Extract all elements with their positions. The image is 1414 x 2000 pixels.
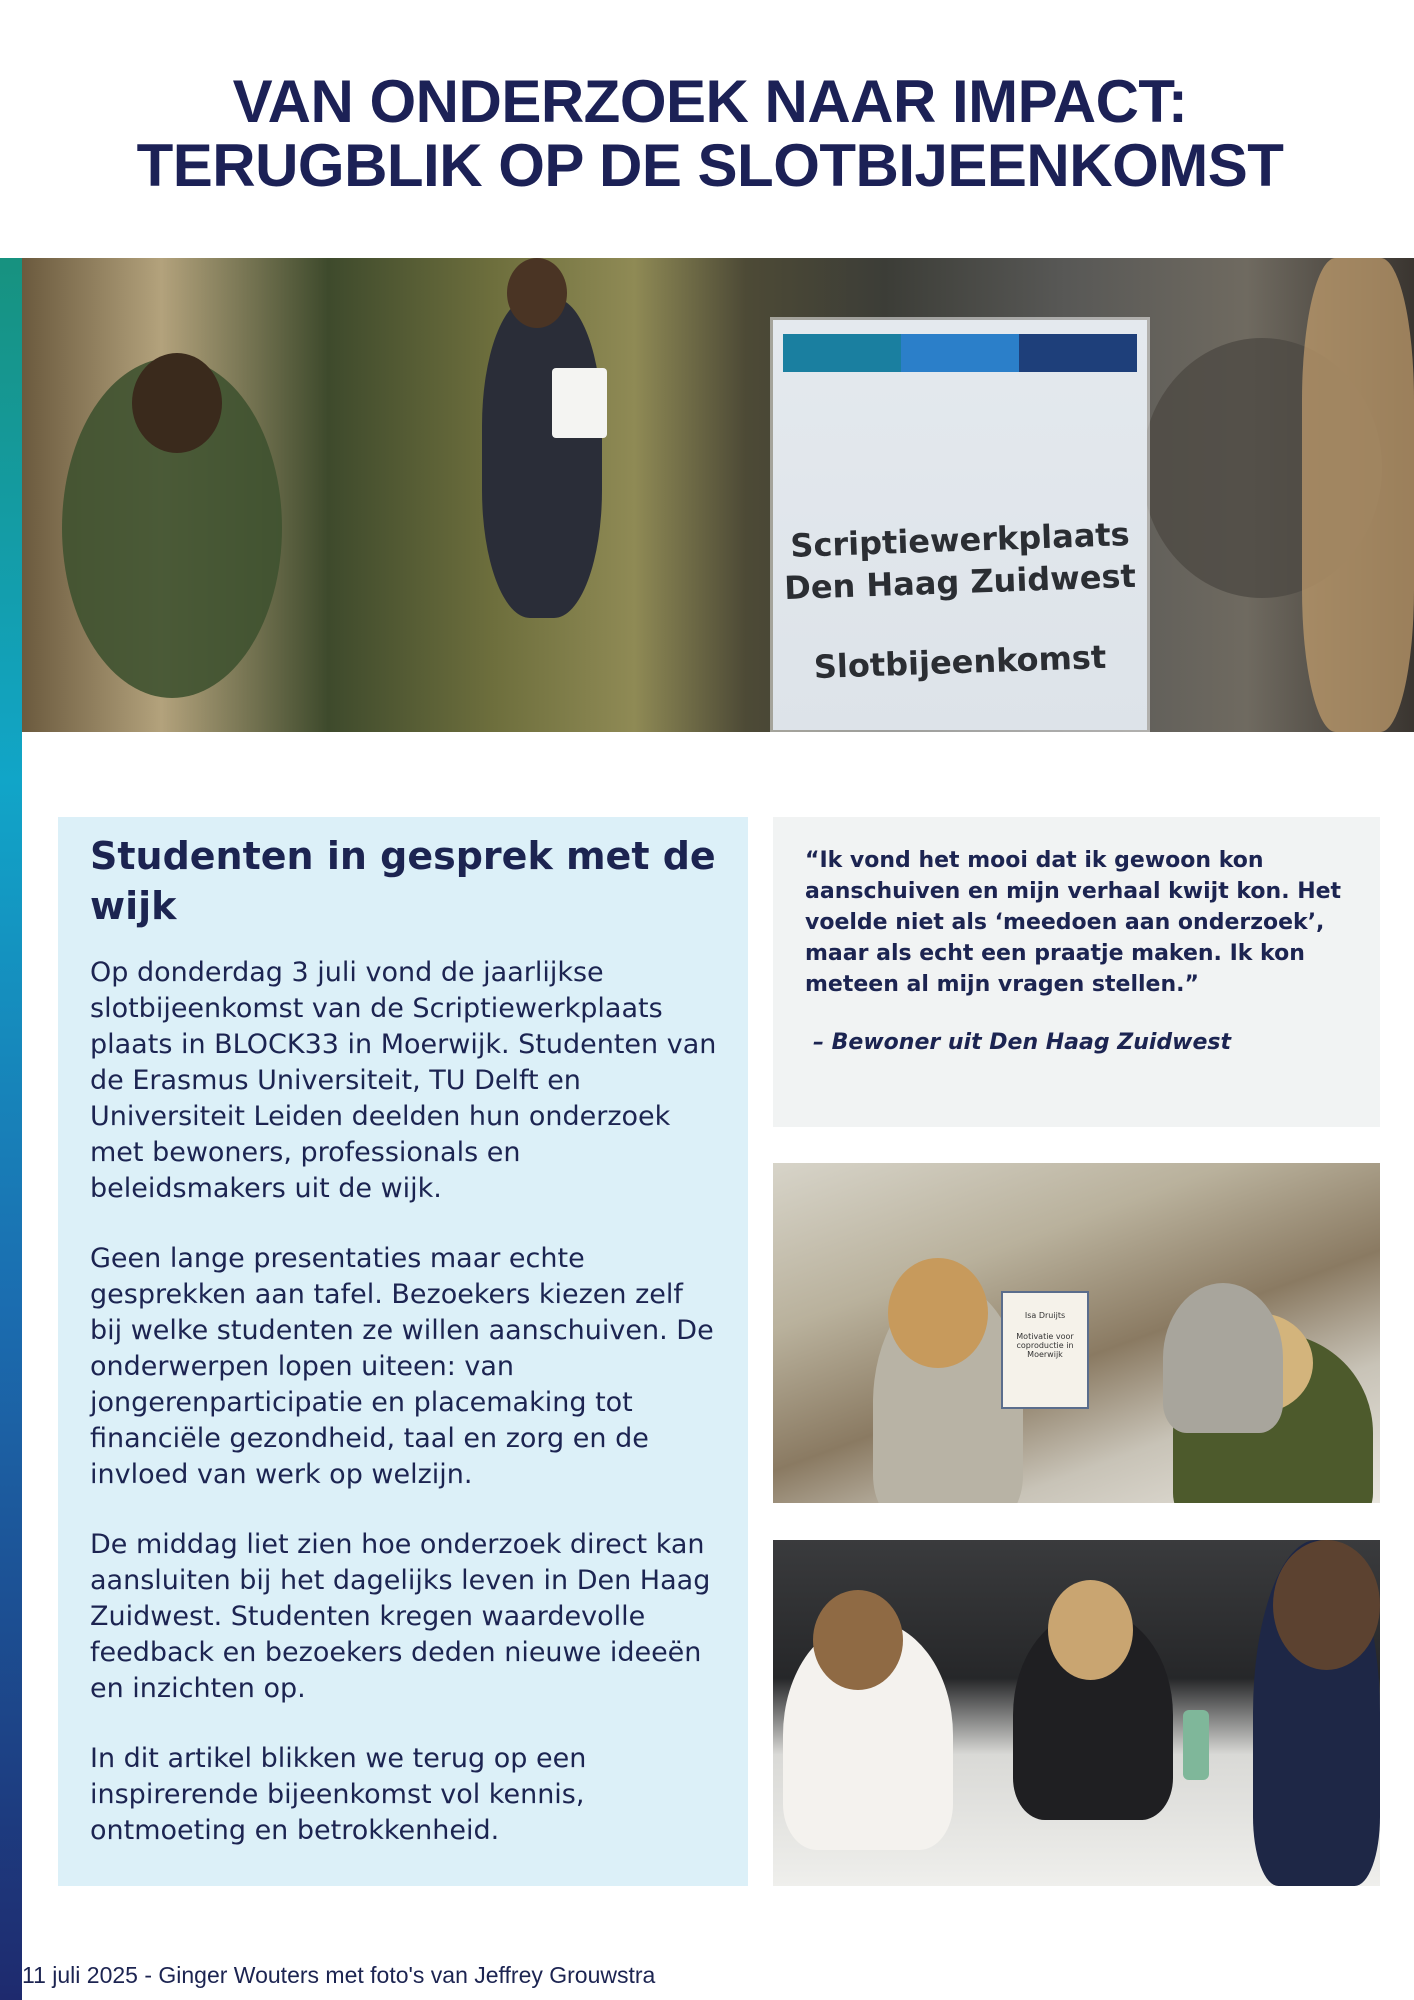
quote-attribution: – Bewoner uit Den Haag Zuidwest bbox=[813, 1030, 1232, 1055]
photo-woman-background bbox=[1163, 1283, 1283, 1433]
photo-head-left bbox=[813, 1590, 903, 1690]
sign-line-2: Den Haag Zuidwest bbox=[783, 556, 1137, 608]
photo-curly-hair bbox=[888, 1258, 988, 1368]
title-line-2: TERUGBLIK OP DE SLOTBIJEENKOMST bbox=[136, 132, 1284, 199]
photo-table-conversation bbox=[773, 1163, 1380, 1503]
event-sign bbox=[773, 320, 1147, 730]
sign-stripes bbox=[783, 334, 1137, 372]
name-card-name: Isa Druijts bbox=[1024, 1311, 1066, 1320]
title-line-1: VAN ONDERZOEK NAAR IMPACT: bbox=[232, 68, 1188, 135]
article-paragraph-1: Op donderdag 3 juli vond de jaarlijkse slotbijeenkomst van de Scriptiewerkplaats plaats in BLOCK33 in Moerwijk. Studenten van de Erasmus Universiteit, TU Delft en Universiteit Leiden deelden hun onderzoek met bewoners, professionals en beleidsmakers uit de wijk. bbox=[90, 957, 717, 1204]
sign-stripe-3 bbox=[1019, 334, 1137, 372]
sign-line-1: Scriptiewerkplaats bbox=[789, 515, 1131, 565]
article-paragraph-2: Geen lange presentaties maar echte gesprekken aan tafel. Bezoekers kiezen zelf bij welke studenten ze willen aanschuiven. De onderwerpen lopen uiteen: van jongerenparticipatie en placemaking tot financiële gezondheid, taal en zorg en de invloed van werk op welzijn. bbox=[90, 1243, 714, 1490]
sign-stripe-2 bbox=[901, 334, 1019, 372]
left-accent-bar bbox=[0, 258, 22, 2000]
footer-credit: 11 juli 2025 - Ginger Wouters met foto's van Jeffrey Grouwstra bbox=[22, 1962, 656, 1988]
sign-stripe-1 bbox=[783, 334, 901, 372]
article-box bbox=[58, 817, 748, 1886]
photo-person-head bbox=[132, 353, 222, 453]
photo-water-bottle bbox=[1183, 1710, 1209, 1780]
page-title bbox=[60, 70, 1360, 198]
quote-text: “Ik vond het mooi dat ik gewoon kon aanschuiven en mijn verhaal kwijt kon. Het voelde niet als ‘meedoen aan onderzoek’, maar als echt een praatje maken. Ik kon meteen al mijn vragen stellen.” bbox=[805, 848, 1342, 997]
hero-photo bbox=[22, 258, 1414, 732]
name-card-text: Motivatie voor coproductie in Moerwijk bbox=[1016, 1332, 1074, 1359]
article-heading: Studenten in gesprek met de wijk bbox=[90, 834, 716, 928]
photo-group-discussion bbox=[773, 1540, 1380, 1886]
sign-line-3: Slotbijeenkomst bbox=[813, 637, 1107, 687]
photo-paper bbox=[552, 368, 607, 438]
name-card bbox=[1001, 1291, 1089, 1409]
photo-head-right bbox=[1273, 1540, 1380, 1670]
quote-box bbox=[773, 817, 1380, 1127]
photo-person-head-2 bbox=[507, 258, 567, 328]
article-paragraph-4: In dit artikel blikken we terug op een inspirerende bijeenkomst vol kennis, ontmoeting en betrokkenheid. bbox=[90, 1743, 587, 1846]
photo-person-standing bbox=[482, 298, 602, 618]
photo-foreground-person bbox=[1302, 258, 1414, 732]
article-paragraph-3: De middag liet zien hoe onderzoek direct kan aansluiten bij het dagelijks leven in Den Haag Zuidwest. Studenten kregen waardevolle feedback en bezoekers deden nieuwe ideeën en inzichten op. bbox=[90, 1529, 711, 1704]
photo-head-center bbox=[1048, 1580, 1133, 1680]
